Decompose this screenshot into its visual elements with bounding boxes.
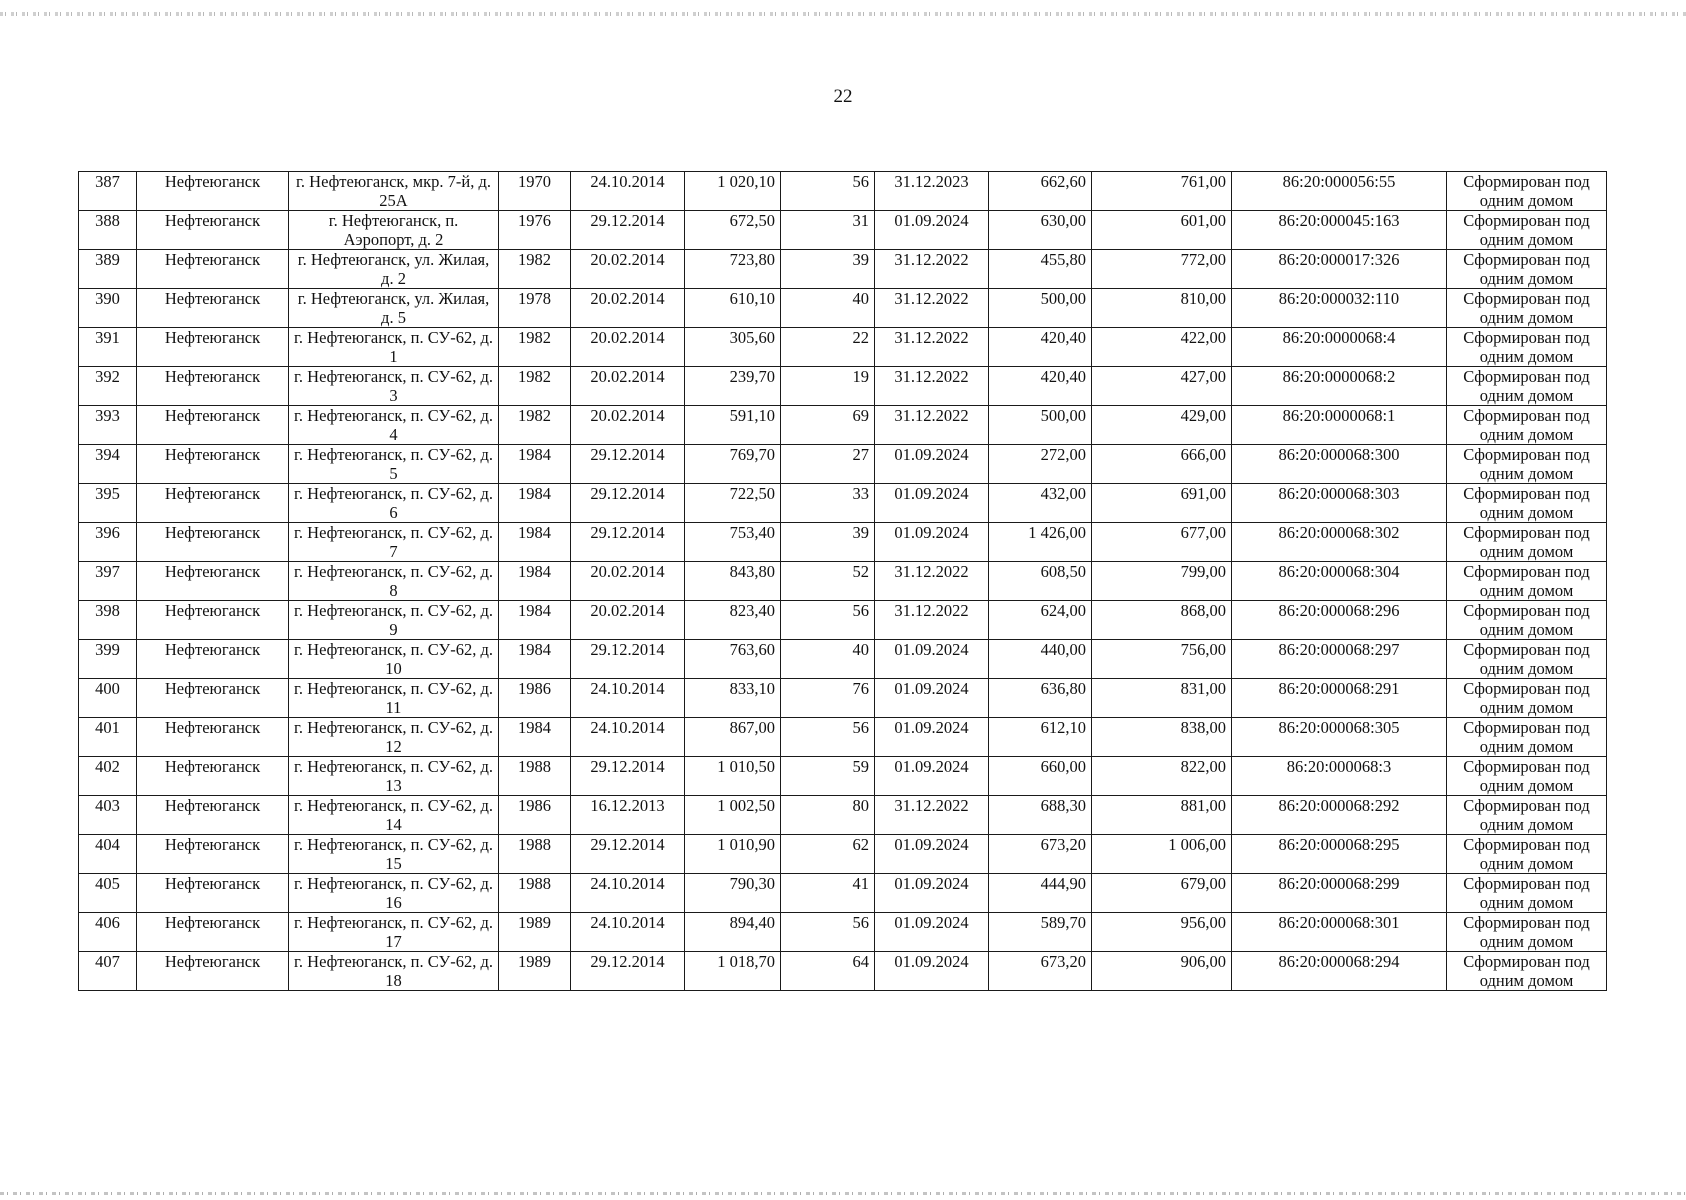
cell-number: 387 [79,172,137,211]
cell-value-1: 688,30 [989,796,1092,835]
cell-due-date: 01.09.2024 [875,484,989,523]
table-row [79,679,1607,718]
cell-status: Сформирован под одним домом [1447,952,1607,991]
cell-date: 24.10.2014 [571,172,685,211]
cell-value-2: 601,00 [1092,211,1232,250]
cell-status: Сформирован под одним домом [1447,523,1607,562]
cell-value-2: 831,00 [1092,679,1232,718]
cell-cadastre: 86:20:000068:305 [1232,718,1447,757]
cell-count: 56 [781,601,875,640]
cell-area: 239,70 [685,367,781,406]
cell-value-2: 427,00 [1092,367,1232,406]
cell-city: Нефтеюганск [137,484,289,523]
cell-cadastre: 86:20:000068:303 [1232,484,1447,523]
cell-count: 56 [781,718,875,757]
cell-address: г. Нефтеюганск, мкр. 7-й, д. 25А [289,172,499,211]
cell-count: 39 [781,523,875,562]
cell-status: Сформирован под одним домом [1447,172,1607,211]
cell-address: г. Нефтеюганск, ул. Жилая, д. 2 [289,250,499,289]
cell-number: 407 [79,952,137,991]
cell-due-date: 01.09.2024 [875,640,989,679]
cell-date: 16.12.2013 [571,796,685,835]
cell-due-date: 01.09.2024 [875,679,989,718]
cell-area: 305,60 [685,328,781,367]
cell-due-date: 31.12.2022 [875,250,989,289]
cell-count: 22 [781,328,875,367]
cell-area: 610,10 [685,289,781,328]
cell-cadastre: 86:20:000068:301 [1232,913,1447,952]
cell-date: 29.12.2014 [571,757,685,796]
cell-value-1: 673,20 [989,952,1092,991]
cell-date: 29.12.2014 [571,952,685,991]
cell-date: 29.12.2014 [571,484,685,523]
cell-cadastre: 86:20:0000068:2 [1232,367,1447,406]
housing-registry-table [78,171,1607,991]
cell-count: 27 [781,445,875,484]
cell-count: 19 [781,367,875,406]
table-row [79,367,1607,406]
cell-address: г. Нефтеюганск, п. СУ-62, д. 12 [289,718,499,757]
cell-date: 29.12.2014 [571,640,685,679]
cell-due-date: 31.12.2022 [875,406,989,445]
cell-status: Сформирован под одним домом [1447,601,1607,640]
cell-year: 1984 [499,640,571,679]
cell-year: 1988 [499,874,571,913]
cell-date: 20.02.2014 [571,562,685,601]
cell-value-2: 679,00 [1092,874,1232,913]
cell-value-2: 822,00 [1092,757,1232,796]
cell-address: г. Нефтеюганск, п. СУ-62, д. 9 [289,601,499,640]
cell-cadastre: 86:20:000068:302 [1232,523,1447,562]
cell-status: Сформирован под одним домом [1447,484,1607,523]
cell-address: г. Нефтеюганск, п. СУ-62, д. 1 [289,328,499,367]
cell-count: 39 [781,250,875,289]
cell-area: 769,70 [685,445,781,484]
table-row [79,874,1607,913]
cell-count: 52 [781,562,875,601]
cell-date: 20.02.2014 [571,367,685,406]
cell-due-date: 01.09.2024 [875,913,989,952]
cell-year: 1978 [499,289,571,328]
table-row [79,484,1607,523]
cell-area: 1 018,70 [685,952,781,991]
cell-date: 29.12.2014 [571,211,685,250]
cell-value-2: 772,00 [1092,250,1232,289]
table-row [79,952,1607,991]
cell-count: 62 [781,835,875,874]
cell-city: Нефтеюганск [137,367,289,406]
table-row [79,913,1607,952]
cell-value-1: 660,00 [989,757,1092,796]
cell-city: Нефтеюганск [137,328,289,367]
cell-cadastre: 86:20:000045:163 [1232,211,1447,250]
cell-status: Сформирован под одним домом [1447,445,1607,484]
cell-due-date: 01.09.2024 [875,757,989,796]
cell-status: Сформирован под одним домом [1447,679,1607,718]
cell-number: 402 [79,757,137,796]
cell-date: 29.12.2014 [571,523,685,562]
cell-value-2: 868,00 [1092,601,1232,640]
cell-number: 403 [79,796,137,835]
cell-value-2: 1 006,00 [1092,835,1232,874]
cell-due-date: 31.12.2022 [875,367,989,406]
cell-city: Нефтеюганск [137,601,289,640]
cell-city: Нефтеюганск [137,562,289,601]
cell-due-date: 01.09.2024 [875,874,989,913]
cell-value-1: 500,00 [989,289,1092,328]
cell-area: 723,80 [685,250,781,289]
cell-city: Нефтеюганск [137,523,289,562]
cell-value-2: 956,00 [1092,913,1232,952]
page-number: 22 [833,86,853,107]
cell-value-2: 677,00 [1092,523,1232,562]
cell-due-date: 01.09.2024 [875,211,989,250]
cell-city: Нефтеюганск [137,913,289,952]
cell-number: 395 [79,484,137,523]
table-row [79,562,1607,601]
cell-cadastre: 86:20:000068:304 [1232,562,1447,601]
cell-year: 1982 [499,406,571,445]
table-row [79,640,1607,679]
cell-status: Сформирован под одним домом [1447,835,1607,874]
cell-cadastre: 86:20:000068:292 [1232,796,1447,835]
cell-value-1: 636,80 [989,679,1092,718]
cell-cadastre: 86:20:000056:55 [1232,172,1447,211]
cell-city: Нефтеюганск [137,718,289,757]
cell-status: Сформирован под одним домом [1447,874,1607,913]
cell-area: 591,10 [685,406,781,445]
table-row [79,445,1607,484]
table-row [79,601,1607,640]
cell-value-2: 691,00 [1092,484,1232,523]
cell-count: 40 [781,289,875,328]
cell-status: Сформирован под одним домом [1447,640,1607,679]
cell-address: г. Нефтеюганск, п. СУ-62, д. 6 [289,484,499,523]
cell-due-date: 31.12.2023 [875,172,989,211]
cell-number: 393 [79,406,137,445]
cell-city: Нефтеюганск [137,796,289,835]
cell-value-2: 429,00 [1092,406,1232,445]
cell-city: Нефтеюганск [137,640,289,679]
table-row [79,250,1607,289]
cell-area: 823,40 [685,601,781,640]
cell-cadastre: 86:20:000068:3 [1232,757,1447,796]
cell-year: 1982 [499,328,571,367]
cell-value-1: 612,10 [989,718,1092,757]
cell-number: 405 [79,874,137,913]
cell-status: Сформирован под одним домом [1447,796,1607,835]
cell-value-1: 608,50 [989,562,1092,601]
cell-status: Сформирован под одним домом [1447,289,1607,328]
scan-edge-bottom [0,1192,1686,1195]
cell-area: 1 002,50 [685,796,781,835]
cell-due-date: 31.12.2022 [875,796,989,835]
cell-count: 31 [781,211,875,250]
cell-address: г. Нефтеюганск, п. СУ-62, д. 17 [289,913,499,952]
cell-area: 1 010,50 [685,757,781,796]
cell-value-1: 589,70 [989,913,1092,952]
cell-number: 401 [79,718,137,757]
cell-number: 397 [79,562,137,601]
cell-value-2: 906,00 [1092,952,1232,991]
cell-address: г. Нефтеюганск, п. СУ-62, д. 5 [289,445,499,484]
cell-value-1: 440,00 [989,640,1092,679]
cell-date: 20.02.2014 [571,289,685,328]
cell-date: 20.02.2014 [571,250,685,289]
cell-city: Нефтеюганск [137,406,289,445]
cell-count: 69 [781,406,875,445]
cell-address: г. Нефтеюганск, п. СУ-62, д. 14 [289,796,499,835]
cell-count: 56 [781,913,875,952]
cell-year: 1984 [499,562,571,601]
cell-city: Нефтеюганск [137,172,289,211]
cell-number: 406 [79,913,137,952]
cell-count: 40 [781,640,875,679]
cell-value-1: 420,40 [989,367,1092,406]
cell-area: 790,30 [685,874,781,913]
cell-count: 80 [781,796,875,835]
cell-area: 894,40 [685,913,781,952]
cell-year: 1986 [499,679,571,718]
cell-city: Нефтеюганск [137,289,289,328]
cell-city: Нефтеюганск [137,679,289,718]
cell-due-date: 01.09.2024 [875,445,989,484]
cell-address: г. Нефтеюганск, п. СУ-62, д. 3 [289,367,499,406]
cell-year: 1984 [499,601,571,640]
cell-due-date: 01.09.2024 [875,835,989,874]
cell-number: 398 [79,601,137,640]
cell-year: 1976 [499,211,571,250]
cell-area: 867,00 [685,718,781,757]
scan-edge-top [0,12,1686,16]
cell-city: Нефтеюганск [137,445,289,484]
cell-value-2: 756,00 [1092,640,1232,679]
cell-number: 389 [79,250,137,289]
cell-status: Сформирован под одним домом [1447,328,1607,367]
cell-area: 722,50 [685,484,781,523]
cell-address: г. Нефтеюганск, п. СУ-62, д. 8 [289,562,499,601]
cell-address: г. Нефтеюганск, п. СУ-62, д. 18 [289,952,499,991]
table-row [79,211,1607,250]
cell-status: Сформирован под одним домом [1447,718,1607,757]
cell-area: 672,50 [685,211,781,250]
cell-due-date: 31.12.2022 [875,328,989,367]
cell-date: 20.02.2014 [571,601,685,640]
table-row [79,328,1607,367]
cell-date: 24.10.2014 [571,913,685,952]
cell-date: 24.10.2014 [571,679,685,718]
table-row [79,172,1607,211]
cell-date: 20.02.2014 [571,406,685,445]
cell-city: Нефтеюганск [137,250,289,289]
cell-number: 399 [79,640,137,679]
cell-address: г. Нефтеюганск, ул. Жилая, д. 5 [289,289,499,328]
cell-year: 1988 [499,757,571,796]
cell-year: 1989 [499,913,571,952]
cell-date: 29.12.2014 [571,835,685,874]
cell-value-1: 455,80 [989,250,1092,289]
cell-address: г. Нефтеюганск, п. СУ-62, д. 11 [289,679,499,718]
cell-cadastre: 86:20:0000068:1 [1232,406,1447,445]
cell-city: Нефтеюганск [137,874,289,913]
cell-due-date: 31.12.2022 [875,562,989,601]
cell-value-1: 500,00 [989,406,1092,445]
cell-year: 1984 [499,445,571,484]
cell-date: 29.12.2014 [571,445,685,484]
cell-cadastre: 86:20:0000068:4 [1232,328,1447,367]
cell-value-1: 662,60 [989,172,1092,211]
cell-number: 391 [79,328,137,367]
cell-area: 763,60 [685,640,781,679]
cell-value-2: 761,00 [1092,172,1232,211]
cell-cadastre: 86:20:000068:299 [1232,874,1447,913]
cell-number: 388 [79,211,137,250]
cell-value-2: 666,00 [1092,445,1232,484]
cell-count: 59 [781,757,875,796]
cell-count: 33 [781,484,875,523]
cell-city: Нефтеюганск [137,835,289,874]
cell-area: 753,40 [685,523,781,562]
cell-count: 76 [781,679,875,718]
cell-status: Сформирован под одним домом [1447,250,1607,289]
cell-year: 1982 [499,367,571,406]
table-row [79,406,1607,445]
cell-value-2: 810,00 [1092,289,1232,328]
cell-date: 24.10.2014 [571,718,685,757]
cell-year: 1988 [499,835,571,874]
cell-value-2: 838,00 [1092,718,1232,757]
cell-number: 394 [79,445,137,484]
cell-value-1: 444,90 [989,874,1092,913]
table-row [79,796,1607,835]
cell-cadastre: 86:20:000068:297 [1232,640,1447,679]
cell-status: Сформирован под одним домом [1447,757,1607,796]
table-row [79,289,1607,328]
cell-address: г. Нефтеюганск, п. СУ-62, д. 10 [289,640,499,679]
cell-status: Сформирован под одним домом [1447,367,1607,406]
cell-value-2: 881,00 [1092,796,1232,835]
cell-address: г. Нефтеюганск, п. СУ-62, д. 16 [289,874,499,913]
cell-number: 404 [79,835,137,874]
cell-value-2: 422,00 [1092,328,1232,367]
cell-cadastre: 86:20:000068:296 [1232,601,1447,640]
cell-due-date: 31.12.2022 [875,289,989,328]
cell-city: Нефтеюганск [137,211,289,250]
cell-cadastre: 86:20:000068:291 [1232,679,1447,718]
table-row [79,835,1607,874]
cell-value-1: 624,00 [989,601,1092,640]
cell-count: 56 [781,172,875,211]
table-body [79,172,1607,991]
cell-value-1: 432,00 [989,484,1092,523]
cell-value-1: 630,00 [989,211,1092,250]
cell-due-date: 31.12.2022 [875,601,989,640]
cell-year: 1986 [499,796,571,835]
cell-value-1: 420,40 [989,328,1092,367]
cell-cadastre: 86:20:000032:110 [1232,289,1447,328]
cell-number: 396 [79,523,137,562]
table-row [79,757,1607,796]
cell-status: Сформирован под одним домом [1447,406,1607,445]
cell-address: г. Нефтеюганск, п. СУ-62, д. 4 [289,406,499,445]
cell-area: 843,80 [685,562,781,601]
cell-value-1: 673,20 [989,835,1092,874]
cell-status: Сформирован под одним домом [1447,913,1607,952]
cell-year: 1984 [499,718,571,757]
cell-due-date: 01.09.2024 [875,718,989,757]
cell-value-2: 799,00 [1092,562,1232,601]
cell-year: 1984 [499,484,571,523]
cell-cadastre: 86:20:000068:295 [1232,835,1447,874]
cell-due-date: 01.09.2024 [875,952,989,991]
cell-status: Сформирован под одним домом [1447,562,1607,601]
cell-city: Нефтеюганск [137,952,289,991]
cell-year: 1984 [499,523,571,562]
cell-cadastre: 86:20:000068:294 [1232,952,1447,991]
cell-due-date: 01.09.2024 [875,523,989,562]
cell-count: 64 [781,952,875,991]
cell-year: 1970 [499,172,571,211]
table-row [79,718,1607,757]
cell-cadastre: 86:20:000068:300 [1232,445,1447,484]
cell-number: 392 [79,367,137,406]
cell-cadastre: 86:20:000017:326 [1232,250,1447,289]
cell-area: 1 020,10 [685,172,781,211]
cell-city: Нефтеюганск [137,757,289,796]
cell-address: г. Нефтеюганск, п. СУ-62, д. 13 [289,757,499,796]
cell-status: Сформирован под одним домом [1447,211,1607,250]
cell-date: 20.02.2014 [571,328,685,367]
cell-number: 400 [79,679,137,718]
cell-area: 1 010,90 [685,835,781,874]
cell-number: 390 [79,289,137,328]
cell-count: 41 [781,874,875,913]
cell-date: 24.10.2014 [571,874,685,913]
cell-year: 1989 [499,952,571,991]
cell-value-1: 272,00 [989,445,1092,484]
cell-address: г. Нефтеюганск, п. СУ-62, д. 7 [289,523,499,562]
cell-address: г. Нефтеюганск, п. СУ-62, д. 15 [289,835,499,874]
cell-value-1: 1 426,00 [989,523,1092,562]
cell-address: г. Нефтеюганск, п. Аэропорт, д. 2 [289,211,499,250]
cell-area: 833,10 [685,679,781,718]
cell-year: 1982 [499,250,571,289]
table-row [79,523,1607,562]
